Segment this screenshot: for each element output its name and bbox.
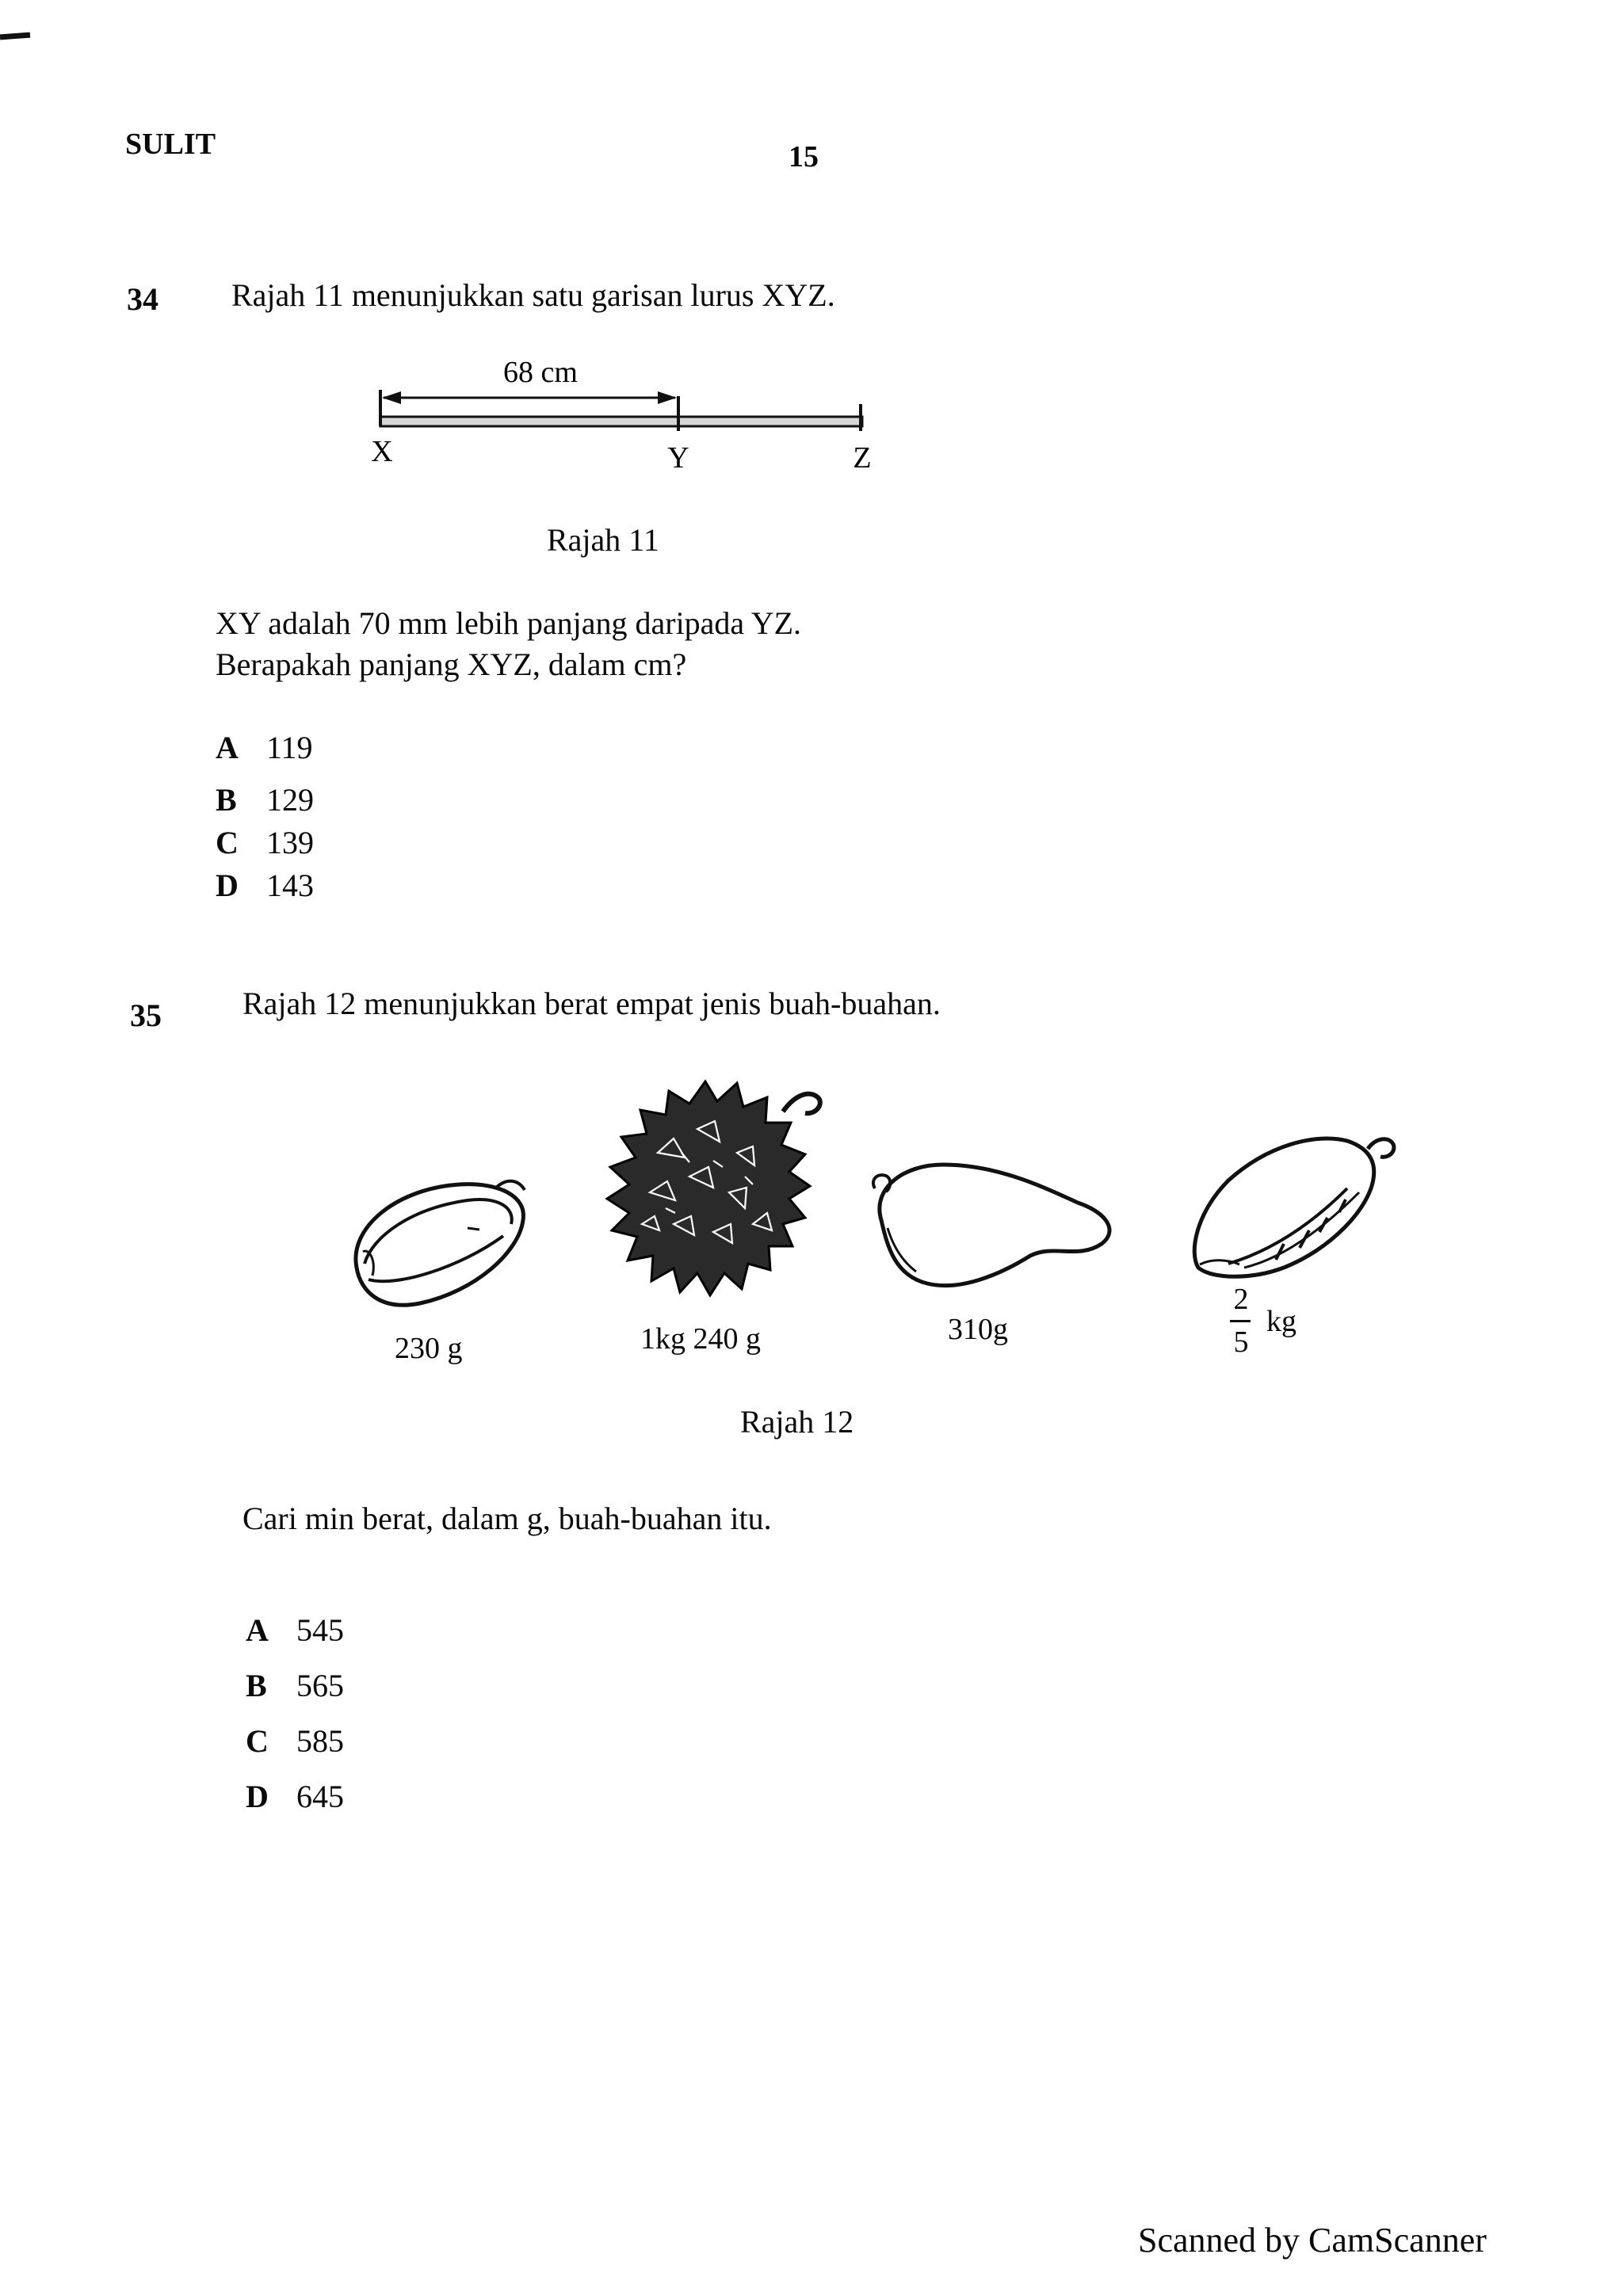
papaya-weight-numerator: 2	[1233, 1283, 1249, 1316]
question-35-stem: Cari min berat, dalam g, buah-buahan itu.	[242, 1501, 772, 1536]
question-34-stem-line-1: XY adalah 70 mm lebih panjang daripada YZ.	[216, 605, 802, 641]
papaya-icon	[1181, 1117, 1403, 1291]
q35-option-c[interactable]: C 585	[246, 1723, 344, 1759]
starfruit-weight: 230 g	[395, 1332, 463, 1365]
arrowhead-right	[658, 391, 677, 404]
starfruit-icon	[341, 1173, 539, 1323]
q35-option-a[interactable]: A 545	[246, 1612, 344, 1648]
segment-bar	[380, 417, 862, 426]
papaya-weight-unit: kg	[1266, 1305, 1296, 1338]
question-35-prompt: Rajah 12 menunjukkan berat empat jenis buah-buahan.	[242, 986, 941, 1021]
q34-option-a[interactable]: A 119	[216, 730, 313, 765]
classification-label: SULIT	[125, 128, 216, 161]
q34-option-b[interactable]: B 129	[216, 782, 314, 818]
page-number: 15	[789, 140, 819, 174]
camscanner-watermark: Scanned by CamScanner	[1138, 2221, 1487, 2260]
q35-option-b[interactable]: B 565	[246, 1668, 344, 1703]
line-xyz-diagram	[365, 349, 903, 491]
q34-option-c[interactable]: C 139	[216, 825, 314, 860]
question-35-number: 35	[130, 997, 162, 1033]
diagram-12-caption: Rajah 12	[740, 1404, 854, 1440]
fraction-bar	[1230, 1320, 1251, 1322]
scan-corner-mark	[0, 32, 30, 40]
point-y-label: Y	[667, 441, 689, 475]
question-34-stem-line-2: Berapakah panjang XYZ, dalam cm?	[216, 646, 687, 682]
q34-option-d[interactable]: D 143	[216, 868, 314, 903]
mango-icon	[864, 1157, 1125, 1299]
measure-label: 68 cm	[503, 356, 578, 389]
papaya-weight-denominator: 5	[1233, 1325, 1249, 1359]
arrowhead-left	[382, 391, 401, 404]
diagram-11-caption: Rajah 11	[547, 522, 659, 558]
durian-weight: 1kg 240 g	[640, 1322, 761, 1356]
mango-weight: 310g	[948, 1313, 1008, 1346]
q35-option-d[interactable]: D 645	[246, 1779, 344, 1814]
question-34-prompt: Rajah 11 menunjukkan satu garisan lurus XYZ.	[231, 277, 835, 313]
point-x-label: X	[371, 435, 393, 468]
question-34-number: 34	[127, 281, 158, 317]
durian-icon	[586, 1066, 832, 1303]
point-z-label: Z	[853, 441, 872, 475]
